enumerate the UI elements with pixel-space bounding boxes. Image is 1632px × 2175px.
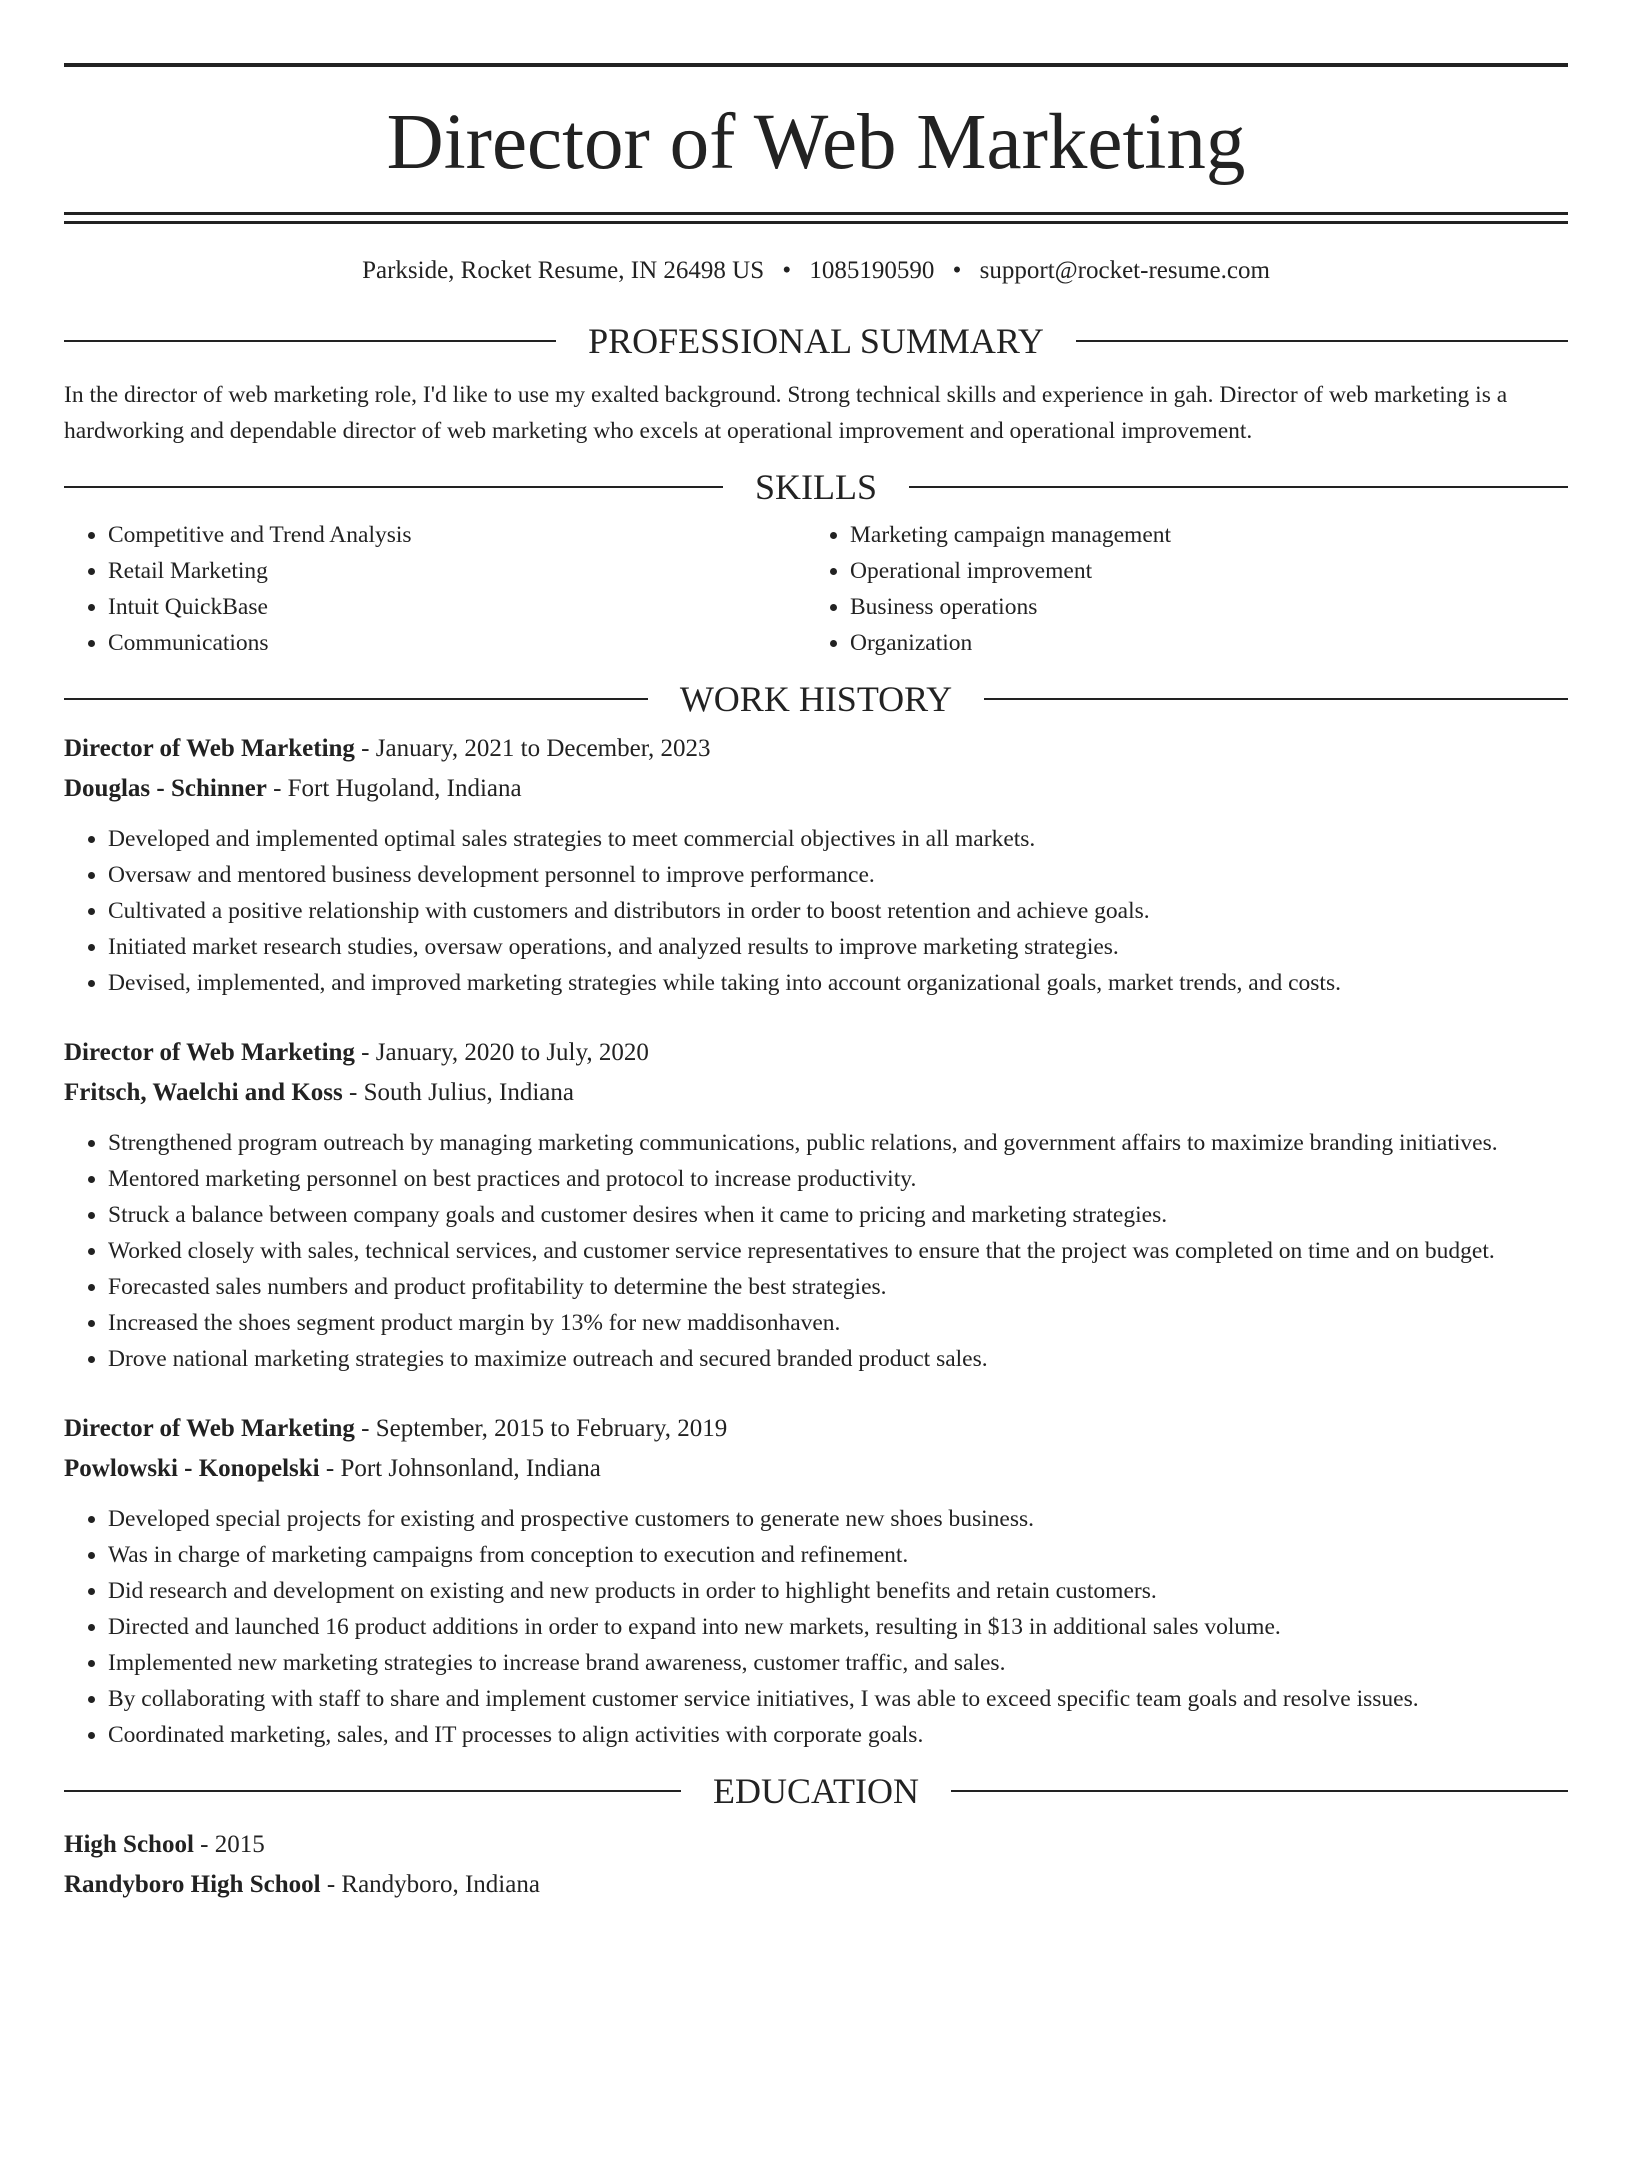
job-dash: - (354, 1415, 376, 1442)
job-dates: September, 2015 to February, 2019 (375, 1415, 728, 1442)
job-entry (64, 729, 1568, 1001)
education-school: Randyboro High School (64, 1871, 321, 1898)
summary-heading (64, 323, 1568, 359)
job-bullet: • Implemented new marketing strategies to increase brand awareness, customer traffic, and sales. (108, 1645, 1568, 1681)
job-company: Douglas - Schinner (64, 775, 267, 802)
job-bullet: • Did research and development on existing and new products in order to highlight benefits and retain customers. (108, 1573, 1568, 1609)
job-location: Fort Hugoland, Indiana (287, 775, 522, 802)
job-bullet: • Forecasted sales numbers and product profitability to determine the best strategies. (108, 1269, 1568, 1305)
skill-item: • Retail Marketing (108, 553, 806, 589)
contact-address: Parkside, Rocket Resume, IN 26498 US (362, 257, 765, 284)
job-entry (64, 1033, 1568, 1377)
skill-item: • Intuit QuickBase (108, 589, 806, 625)
job-company: Fritsch, Waelchi and Koss (64, 1079, 343, 1106)
skills-heading (64, 469, 1568, 505)
job-role: Director of Web Marketing (64, 1039, 355, 1066)
job-bullet: • Oversaw and mentored business development personnel to improve performance. (108, 857, 1568, 893)
education-heading (64, 1773, 1568, 1809)
skill-item: • Operational improvement (850, 553, 1568, 589)
job-bullets (64, 1501, 1568, 1753)
skill-item: • Competitive and Trend Analysis (108, 517, 806, 553)
top-rule (64, 63, 1568, 67)
job-location: Port Johnsonland, Indiana (340, 1455, 601, 1482)
job-company-line (64, 1449, 1568, 1489)
job-bullet: • Mentored marketing personnel on best practices and protocol to increase productivity. (108, 1161, 1568, 1197)
education-degree-line (64, 1825, 1568, 1865)
job-bullet: • Coordinated marketing, sales, and IT processes to align activities with corporate goals. (108, 1717, 1568, 1753)
job-dash: - (354, 735, 376, 762)
job-bullet: • Developed and implemented optimal sales strategies to meet commercial objectives in all markets. (108, 821, 1568, 857)
contact-email: support@rocket-resume.com (979, 257, 1270, 284)
job-bullet: • Cultivated a positive relationship with customers and distributors in order to boost retention and achieve goals. (108, 893, 1568, 929)
candidate-name: Director of Web Marketing (386, 99, 1246, 186)
skill-item: • Business operations (850, 589, 1568, 625)
job-company-line (64, 769, 1568, 809)
job-dash: - (266, 775, 288, 802)
work-heading (64, 681, 1568, 717)
job-dash: - (319, 1455, 341, 1482)
job-bullet: • Was in charge of marketing campaigns from conception to execution and refinement. (108, 1537, 1568, 1573)
job-dash: - (354, 1039, 376, 1066)
job-location: South Julius, Indiana (363, 1079, 574, 1106)
skill-item: • Communications (108, 625, 806, 661)
job-bullets (64, 1125, 1568, 1377)
skills-grid (64, 517, 1568, 661)
education-school-line (64, 1865, 1568, 1905)
job-entry (64, 1409, 1568, 1753)
job-role-line (64, 1409, 1568, 1449)
resume-page (64, 63, 1568, 1905)
job-bullet: • Strengthened program outreach by managing marketing communications, public relations, and government affairs to maximize branding initiatives. (108, 1125, 1568, 1161)
job-dash: - (342, 1079, 364, 1106)
job-dates: January, 2021 to December, 2023 (375, 735, 711, 762)
skill-item: • Organization (850, 625, 1568, 661)
education-degree: High School (64, 1831, 194, 1858)
education-location: Randyboro, Indiana (341, 1871, 540, 1898)
job-bullet: • Directed and launched 16 product additions in order to expand into new markets, resulting in $13 in additional sales volume. (108, 1609, 1568, 1645)
job-company: Powlowski - Konopelski (64, 1455, 320, 1482)
summary-text: In the director of web marketing role, I'd like to use my exalted background. Strong technical skills and experience in gah. Director of web marketing is a hardworking and dependable director of web marketing who excels at operational improvement and operational improvement. (64, 382, 1508, 444)
job-bullets (64, 821, 1568, 1001)
education-title: EDUCATION (713, 1771, 919, 1811)
contact-line (64, 258, 1568, 283)
skills-title: SKILLS (755, 467, 878, 507)
job-bullet: • Initiated market research studies, oversaw operations, and analyzed results to improve marketing strategies. (108, 929, 1568, 965)
job-bullet: • Devised, implemented, and improved marketing strategies while taking into account organizational goals, market trends, and costs. (108, 965, 1568, 1001)
job-bullet: • Increased the shoes segment product margin by 13% for new maddisonhaven. (108, 1305, 1568, 1341)
job-role-line (64, 1033, 1568, 1073)
education-entry (64, 1825, 1568, 1905)
job-role: Director of Web Marketing (64, 735, 355, 762)
job-role-line (64, 729, 1568, 769)
skill-item: • Marketing campaign management (850, 517, 1568, 553)
job-role: Director of Web Marketing (64, 1415, 355, 1442)
skills-list-left (64, 517, 806, 661)
job-bullet: • Worked closely with sales, technical services, and customer service representatives to ensure that the project was completed on time and on budget. (108, 1233, 1568, 1269)
work-title: WORK HISTORY (679, 679, 953, 719)
skills-list-right (806, 517, 1568, 661)
job-bullet: • Drove national marketing strategies to maximize outreach and secured branded product sales. (108, 1341, 1568, 1377)
education-dash: - (320, 1871, 342, 1898)
contact-separator: • (782, 257, 792, 284)
job-dates: January, 2020 to July, 2020 (375, 1039, 649, 1066)
job-company-line (64, 1073, 1568, 1113)
double-rule (64, 212, 1568, 224)
contact-separator: • (952, 257, 962, 284)
job-bullet: • Struck a balance between company goals and customer desires when it came to pricing and marketing strategies. (108, 1197, 1568, 1233)
education-dash: - (193, 1831, 215, 1858)
education-year: 2015 (214, 1831, 265, 1858)
contact-phone: 1085190590 (809, 257, 935, 284)
summary-title: PROFESSIONAL SUMMARY (588, 321, 1044, 361)
job-bullet: • By collaborating with staff to share and implement customer service initiatives, I was able to exceed specific team goals and resolve issues. (108, 1681, 1568, 1717)
job-bullet: • Developed special projects for existing and prospective customers to generate new shoes business. (108, 1501, 1568, 1537)
